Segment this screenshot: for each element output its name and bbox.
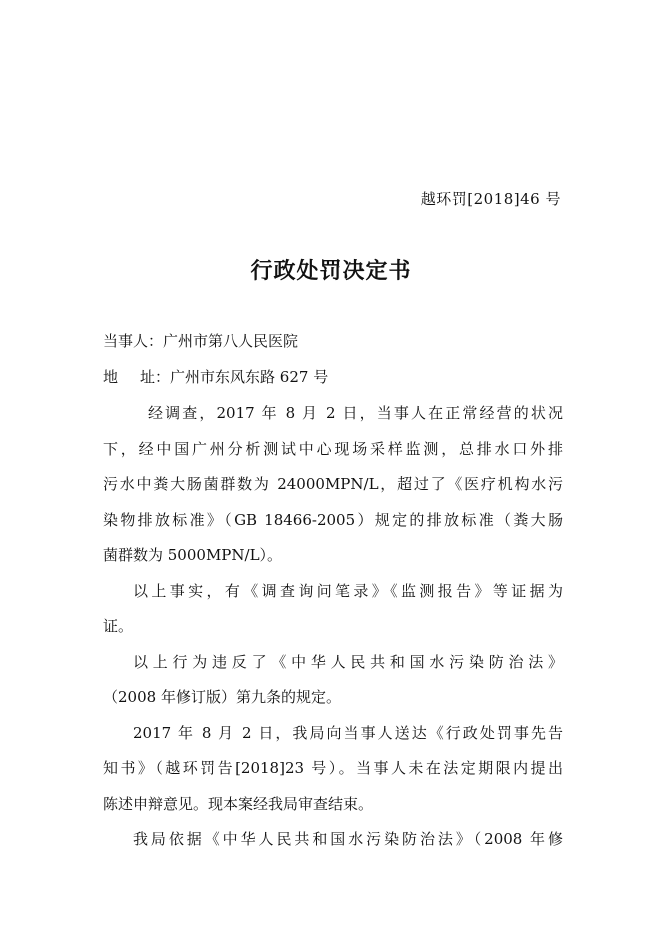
paragraph-line: 经调查，2017 年 8 月 2 日，当事人在正常经营的状况 [148,404,563,422]
paragraph-line: （2008 年修订版）第九条的规定。 [103,688,341,706]
document-number: 越环罚[2018]46 号 [420,190,561,208]
paragraph-line: 我局依据《中华人民共和国水污染防治法》（2008 年修 [133,830,563,848]
paragraph-line: 陈述申辩意见。现本案经我局审查结束。 [103,794,374,813]
paragraph-line: 以上事实，有《调查询问笔录》《监测报告》等证据为 [133,581,563,600]
document-title: 行政处罚决定书 [250,258,412,284]
paragraph-line: 污水中粪大肠菌群数为 24000MPN/L，超过了《医疗机构水污 [103,475,563,493]
paragraph-line: 菌群数为 5000MPN/L）。 [103,546,283,564]
paragraph-line: 染物排放标准》（GB 18466-2005）规定的排放标准（粪大肠 [103,510,563,529]
address-field [103,366,328,387]
paragraph-line: 证。 [103,617,134,635]
paragraph-line: 以上行为违反了《中华人民共和国水污染防治法》 [133,652,563,671]
paragraph-line: 下，经中国广州分析测试中心现场采样监测，总排水口外排 [103,439,563,458]
address-label-second: 址： [140,368,171,386]
decision-body [103,396,563,858]
party-value: 广州市第八人民医院 [163,332,299,350]
paragraph-line: 2017 年 8 月 2 日，我局向当事人送达《行政处罚事先告 [133,723,563,742]
address-label-first: 地 [103,368,119,386]
party-label: 当事人： [103,332,164,350]
party-field [103,330,298,351]
address-value: 广州市东风东路 627 号 [170,368,329,386]
paragraph-line: 知书》（越环罚告[2018]23 号）。当事人未在法定期限内提出 [103,759,563,777]
